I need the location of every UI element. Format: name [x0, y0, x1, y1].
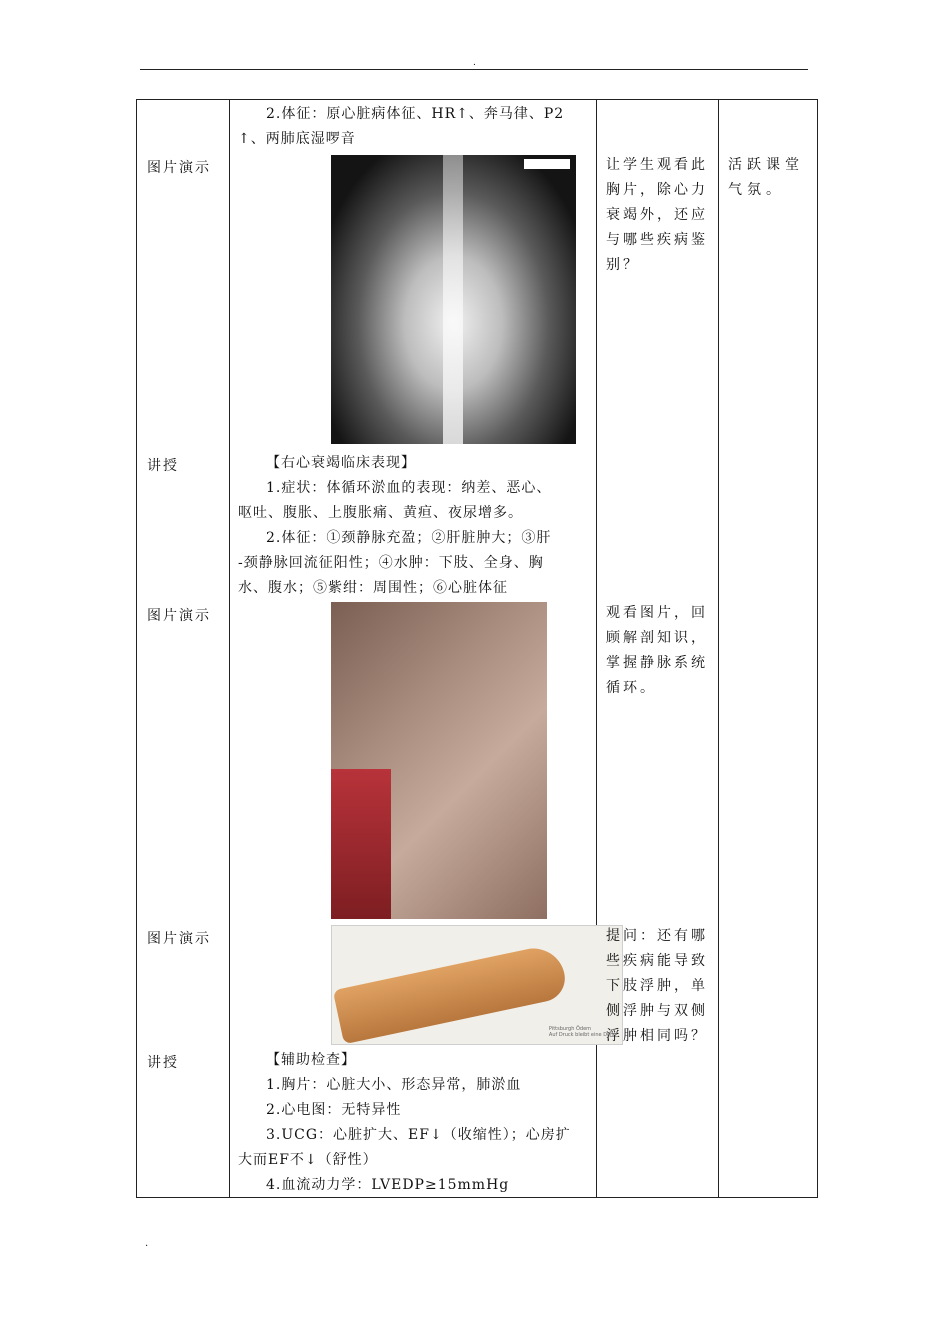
method-label: 图片演示 [147, 160, 211, 176]
footer-mark: . [145, 1238, 149, 1249]
design-intent-column [719, 100, 818, 1198]
content-line: 水、腹水；⑤紫绀：周围性；⑥心脏体征 [238, 580, 508, 596]
content-line: 呕吐、腹胀、上腹胀痛、黄疸、夜尿增多。 [238, 505, 523, 521]
content-line: 3.UCG：心脏扩大、EF↓（收缩性）；心房扩 [266, 1127, 571, 1143]
student-activity-column [597, 100, 719, 1198]
method-label: 图片演示 [147, 608, 211, 624]
chest-xray-image [331, 155, 576, 444]
content-line: 2.心电图：无特异性 [266, 1102, 402, 1118]
activity-note: 提问：还有哪些疾病能导致下肢浮肿，单侧浮肿与双侧浮肿相同吗？ [606, 928, 708, 1044]
header-rule [140, 69, 808, 70]
method-column [137, 100, 230, 1198]
header-mark: . [473, 58, 476, 68]
content-line: 2.体征：原心脏病体征、HR↑、奔马律、P2 [266, 106, 565, 122]
jugular-vein-image [331, 602, 547, 919]
content-line: 2.体征：①颈静脉充盈；②肝脏肿大；③肝 [266, 530, 552, 546]
section-heading: 【辅助检查】 [266, 1052, 356, 1068]
leg-edema-image: Pittsburgh Ödem Auf Druck bleibt eine Delle [331, 925, 623, 1045]
content-line: 1.症状：体循环淤血的表现：纳差、恶心、 [266, 480, 552, 496]
method-label: 图片演示 [147, 931, 211, 947]
content-line: 1.胸片：心脏大小、形态异常，肺淤血 [266, 1077, 522, 1093]
content-line: 大而EF不↓（舒性） [238, 1152, 378, 1168]
activity-note: 观看图片，回顾解剖知识，掌握静脉系统循环。 [606, 605, 708, 696]
section-heading: 【右心衰竭临床表现】 [266, 455, 416, 471]
content-line: 4.血流动力学：LVEDP≥15mmHg [266, 1177, 510, 1193]
lesson-table [136, 99, 818, 1198]
content-line: -颈静脉回流征阳性；④水肿：下肢、全身、胸 [238, 555, 544, 571]
method-label: 讲授 [147, 458, 179, 474]
method-label: 讲授 [147, 1055, 179, 1071]
content-line: ↑、两肺底湿啰音 [238, 131, 356, 147]
intent-note: 活跃课堂气氛。 [728, 157, 804, 198]
content-column [230, 100, 616, 1198]
activity-note: 让学生观看此胸片，除心力衰竭外，还应与哪些疾病鉴别？ [606, 157, 708, 273]
